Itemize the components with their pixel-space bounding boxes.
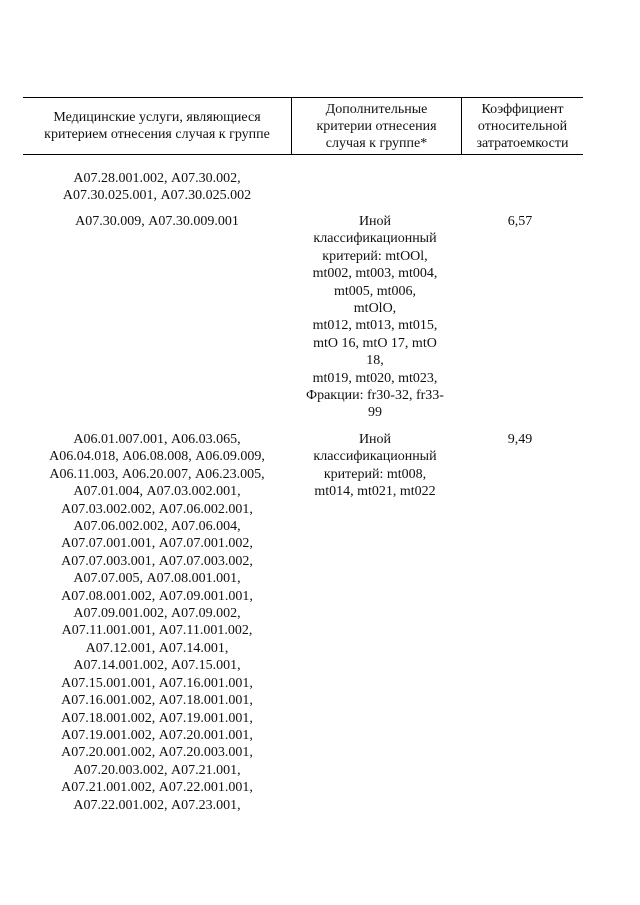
header-criteria: Дополнительные критерии отнесения случая к группе* xyxy=(291,98,461,154)
table-row-2-coefficient: 6,57 xyxy=(507,214,533,229)
header-coefficient: Коэффициент относительной затратоемкости xyxy=(461,98,583,154)
header-services: Медицинские услуги, являющиеся критерием отнесения случая к группе xyxy=(44,110,270,142)
table-header xyxy=(23,97,583,155)
table-row-1-services: А07.28.001.002, А07.30.002, А07.30.025.001, А07.30.025.002 xyxy=(62,171,252,204)
table-row-2-services: А07.30.009, А07.30.009.001 xyxy=(75,214,239,229)
table-row-3-criteria: Иной классификационный критерий: mt008, mt014, mt021, mt022 xyxy=(313,432,437,500)
criteria-table xyxy=(23,97,583,155)
table-row-3-services: А06.01.007.001, А06.03.065, А06.04.018, А06.08.008, А06.09.009, А06.11.003, А06.20.007, А06.23.005, А07.01.004, А07.03.002.001, А07.03.002.002, А07.06.002.001, А07.06.002.002, А07.06.004, А07.07.001.001, А07.07.001.002, А07.07.003.001, А07.07.003.002, А07.07.005, А07.08.001.001, А07.08.001.002, А07.09.001.001, А07.09.001.002, А07.09.002, А07.11.001.001, А07.11.001.002, А07.12.001, А07.14.001, А07.14.001.002, А07.15.001, А07.15.001.001, А07.16.001.001, А07.16.001.002, А07.18.001.001, А07.18.001.002, А07.19.001.001, А07.19.001.002, А07.20.001.001, А07.20.001.002, А07.20.003.001, А07.20.003.002, А07.21.001, А07.21.001.002, А07.22.001.001, А07.22.001.002, А07.23.001, xyxy=(49,432,265,813)
table-row-3-coefficient: 9,49 xyxy=(507,432,533,447)
table-row-2-criteria: Иной классификационный критерий: mtOOl, mt002, mt003, mt004, mt005, mt006, mtOlO, mt012, mt013, mt015, mtO 16, mtO 17, mtO 18, mt019, mt020, mt023, Фракции: fr30-32, fr33- 99 xyxy=(306,214,444,421)
